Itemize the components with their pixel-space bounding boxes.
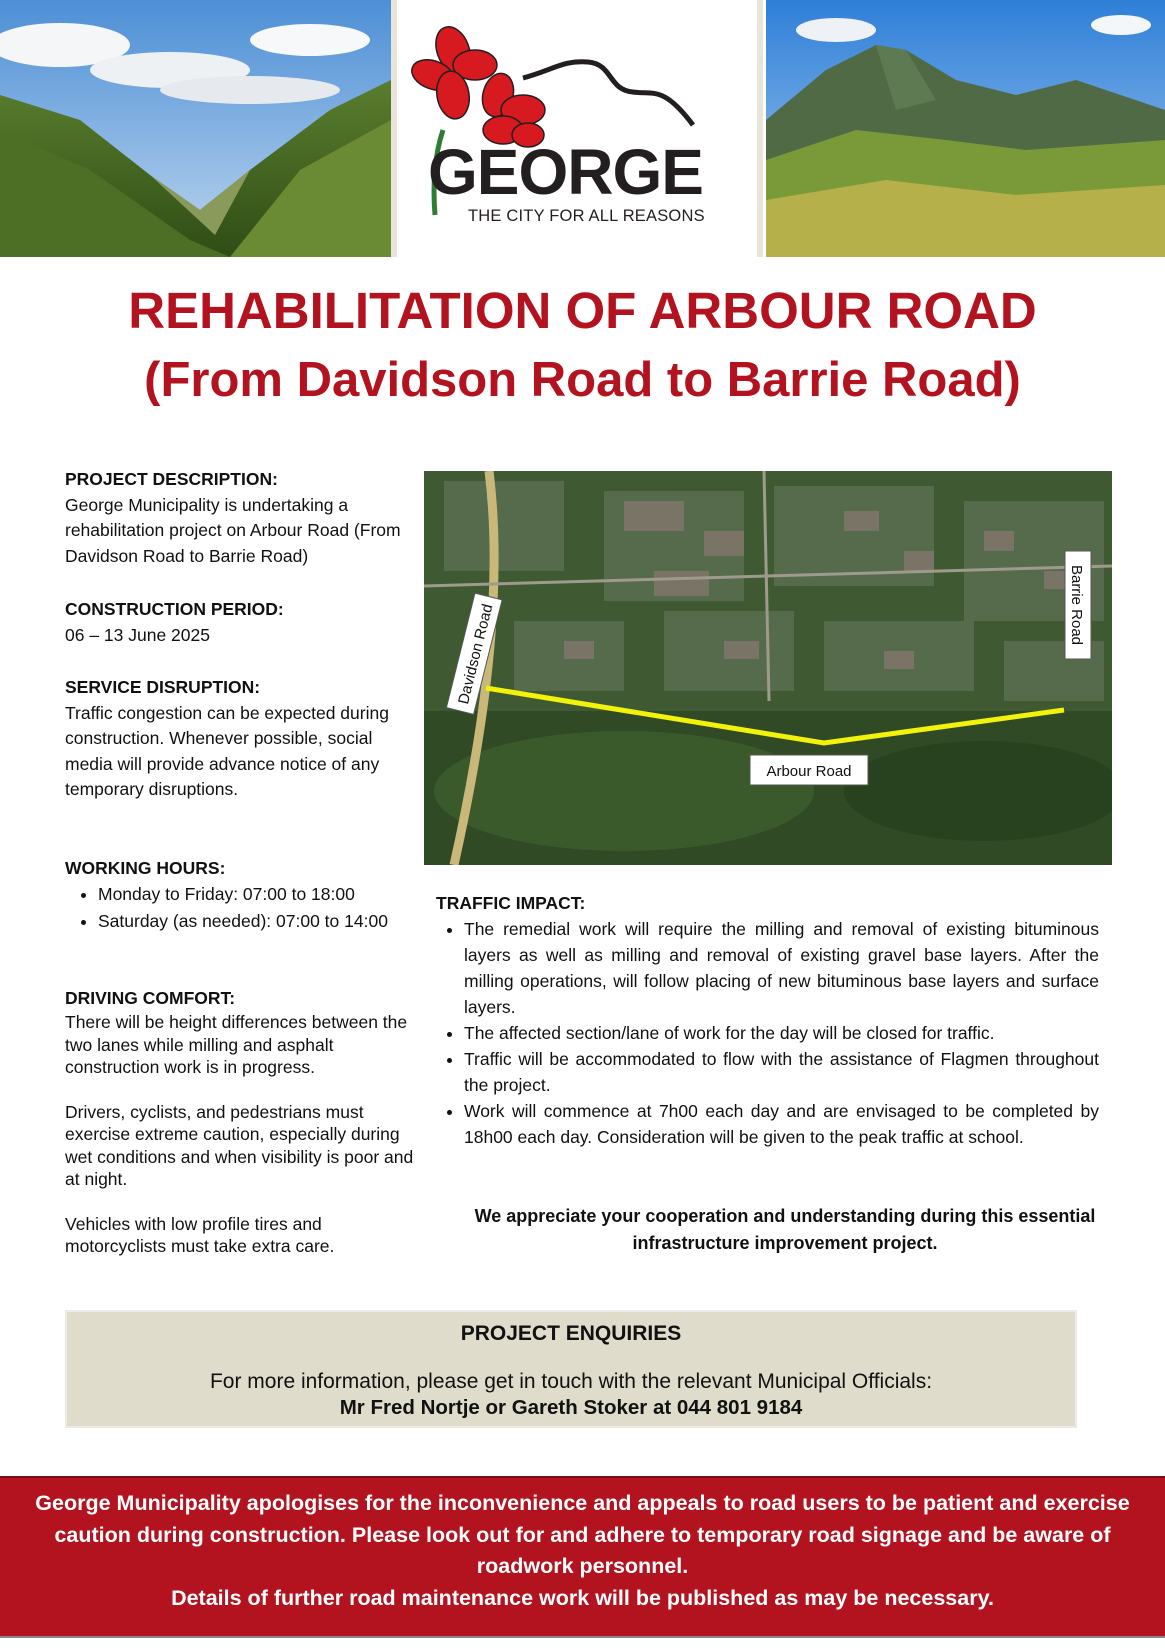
footer-text: [20, 1488, 1145, 1614]
list-item: • The affected section/lane of work for the day will be closed for traffic.: [464, 1020, 1099, 1046]
page-subtitle: (From Davidson Road to Barrie Road): [144, 353, 1021, 407]
driving-comfort-section: [65, 986, 415, 1258]
footer-banner: [0, 1476, 1165, 1636]
footer-line: George Municipality apologises for the inconvenience and appeals to road users to be patient and exercise caution during construction. Please look out for and adhere to temporary road signage and be aware of roadwork personnel.: [35, 1491, 1130, 1578]
construction-period-section: [65, 597, 415, 648]
traffic-impact-section: [436, 890, 1099, 1150]
appreciation-text: We appreciate your cooperation and understanding during this essential infrastructure improvement project.: [474, 1206, 1096, 1253]
list-item: • Traffic will be accommodated to flow with the assistance of Flagmen throughout the project.: [464, 1046, 1099, 1098]
working-hours-section: [65, 856, 415, 937]
section-text: Vehicles with low profile tires and motorcyclists must take extra care.: [65, 1213, 335, 1256]
section-text: Traffic congestion can be expected during construction. Whenever possible, social media will provide advance notice of any temporary disruptions.: [65, 702, 389, 799]
mountain-photo-left: [0, 0, 391, 257]
section-text: George Municipality is undertaking a rehabilitation project on Arbour Road (From Davidson Road to Barrie Road): [65, 494, 401, 566]
enquiries-text: For more information, please get in touch with the relevant Municipal Officials:: [209, 1370, 933, 1393]
project-enquiries-box: [65, 1310, 1077, 1428]
bottom-rule: [0, 1636, 1165, 1638]
list-item: • Saturday (as needed): 07:00 to 14:00: [98, 909, 415, 935]
section-text: Drivers, cyclists, and pedestrians must exercise extreme caution, especially during wet conditions and when visibility is poor and at night.: [65, 1101, 414, 1189]
section-heading: CONSTRUCTION PERIOD:: [65, 599, 284, 619]
section-heading: DRIVING COMFORT:: [65, 988, 236, 1008]
list-item: • The remedial work will require the milling and removal of existing bituminous layers as well as milling and removal of existing gravel base layers. After the milling operations, will follow placing of new bituminous base layers and surface layers.: [464, 916, 1099, 1020]
arbour-road-label: Arbour Road: [766, 763, 852, 780]
enquiries-contact: Mr Fred Nortje or Gareth Stoker at 044 801 9184: [339, 1396, 803, 1419]
barrie-road-label: Barrie Road: [1068, 564, 1085, 646]
section-heading: WORKING HOURS:: [65, 858, 226, 878]
aerial-map: [424, 471, 1112, 865]
logo-wordmark: GEORGE: [428, 136, 703, 208]
section-heading: TRAFFIC IMPACT:: [436, 893, 586, 913]
section-text: There will be height differences between the two lanes while milling and asphalt construction work is in progress.: [65, 1012, 408, 1077]
mountain-photo-right: [766, 0, 1165, 257]
list-item: • Work will commence at 7h00 each day and are envisaged to be completed by 18h00 each day. Consideration will be given to the peak traffic at school.: [464, 1098, 1099, 1150]
service-disruption-section: [65, 675, 415, 803]
page-title: REHABILITATION OF ARBOUR ROAD: [128, 282, 1037, 339]
footer-line: Details of further road maintenance work will be published as may be necessary.: [171, 1585, 994, 1610]
header-divider: [391, 0, 397, 257]
enquiries-title: PROJECT ENQUIRIES: [460, 1322, 682, 1345]
davidson-road-label: Davidson Road: [455, 602, 497, 706]
section-heading: SERVICE DISRUPTION:: [65, 677, 261, 697]
list-item: • Monday to Friday: 07:00 to 18:00: [98, 882, 415, 908]
project-description-section: [65, 467, 415, 569]
section-text: 06 – 13 June 2025: [65, 624, 210, 645]
logo-tagline: THE CITY FOR ALL REASONS: [468, 207, 705, 225]
section-heading: PROJECT DESCRIPTION:: [65, 469, 278, 489]
